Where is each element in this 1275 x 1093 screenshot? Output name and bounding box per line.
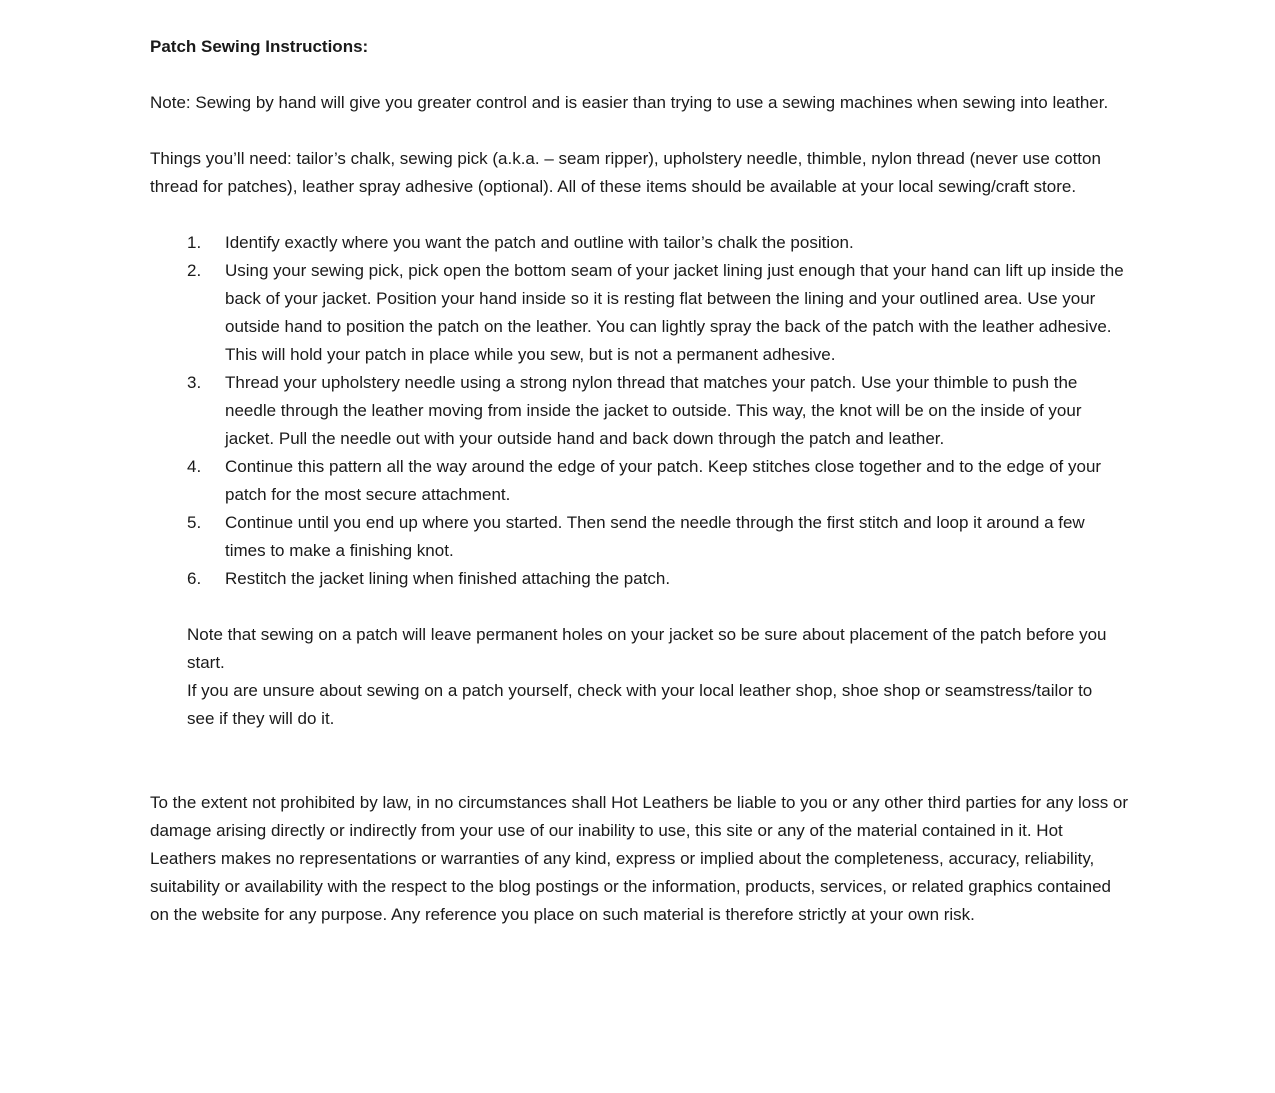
document-title: Patch Sewing Instructions: xyxy=(150,37,369,56)
instruction-list xyxy=(150,229,1130,593)
instruction-step-2: Using your sewing pick, pick open the bottom seam of your jacket lining just enough that your hand can lift up inside the back of your jacket. Position your hand inside so it is resting flat between the lining and your outlined area. Use your outside hand to position the patch on the leather. You can lightly spray the back of the patch with the leather adhesive. This will hold your patch in place while you sew, but is not a permanent adhesive. xyxy=(225,261,1124,364)
instruction-step-3: Thread your upholstery needle using a strong nylon thread that matches your patch. Use your thimble to push the needle through the leather moving from inside the jacket to outside. This way, the knot will be on the inside of your jacket. Pull the needle out with your outside hand and back down through the patch and leather. xyxy=(225,373,1082,448)
notes-block xyxy=(187,621,1117,733)
placement-note-paragraph: Note that sewing on a patch will leave permanent holes on your jacket so be sure about placement of the patch before you start. xyxy=(187,625,1107,672)
instruction-step-4: Continue this pattern all the way around the edge of your patch. Keep stitches close together and to the edge of your patch for the most secure attachment. xyxy=(225,457,1102,504)
intro-note-paragraph: Note: Sewing by hand will give you greater control and is easier than trying to use a sewing machines when sewing into leather. xyxy=(150,93,1109,112)
instruction-step-6: Restitch the jacket lining when finished attaching the patch. xyxy=(225,569,671,588)
instruction-step-1: Identify exactly where you want the patch and outline with tailor’s chalk the position. xyxy=(225,233,854,252)
disclaimer-paragraph: To the extent not prohibited by law, in no circumstances shall Hot Leathers be liable to you or any other third parties for any loss or damage arising directly or indirectly from your use of our inability to use, this site or any of the material contained in it. Hot Leathers makes no representations or warranties of any kind, express or implied about the completeness, accuracy, reliability, suitability or availability with the respect to the blog postings or the information, products, services, or related graphics contained on the website for any purpose. Any reference you place on such material is therefore strictly at your own risk. xyxy=(150,793,1129,924)
instruction-step-5: Continue until you end up where you started. Then send the needle through the first stitch and loop it around a few times to make a finishing knot. xyxy=(225,513,1085,560)
materials-paragraph: Things you’ll need: tailor’s chalk, sewing pick (a.k.a. – seam ripper), upholstery needle, thimble, nylon thread (never use cotton thread for patches), leather spray adhesive (optional). All of these items should be available at your local sewing/craft store. xyxy=(150,149,1101,196)
unsure-note-paragraph: If you are unsure about sewing on a patch yourself, check with your local leather shop, shoe shop or seamstress/tailor to see if they will do it. xyxy=(187,681,1093,728)
